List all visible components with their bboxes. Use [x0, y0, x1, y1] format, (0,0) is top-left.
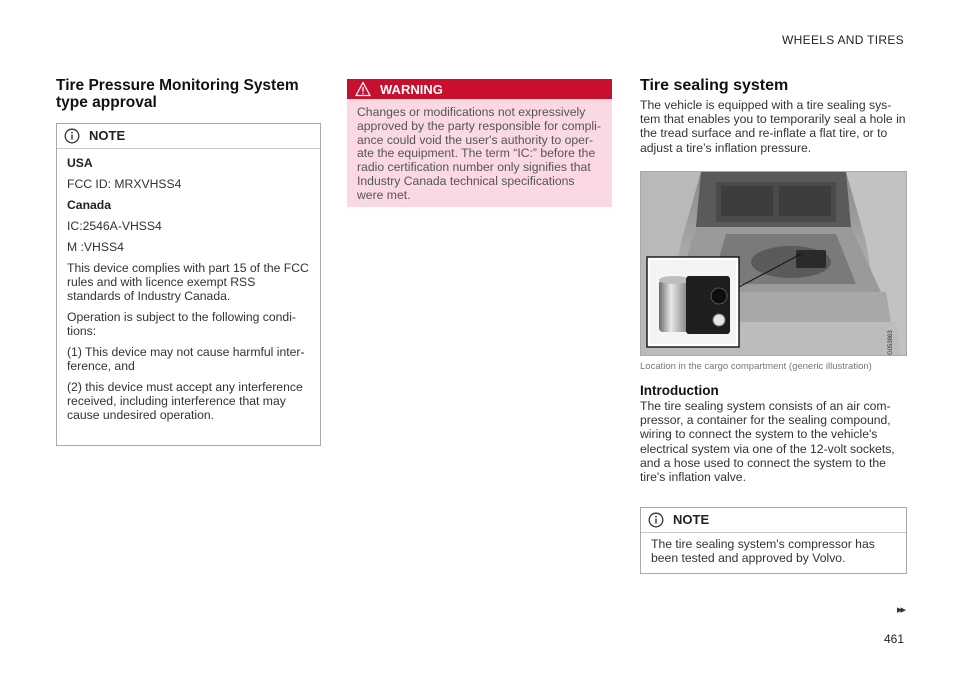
- note-body: [57, 149, 320, 422]
- note-label: NOTE: [89, 128, 126, 143]
- figure-code: G053863: [888, 330, 894, 355]
- page-number: 461: [883, 632, 904, 646]
- info-icon: [648, 512, 664, 528]
- condition-2: (2) this device must accept any interference received, including interference that may cause undesired operation.: [67, 380, 303, 422]
- tire-sealing-intro: The vehicle is equipped with a tire sealing sys-tem that enables you to temporarily seal a hole in the tread surface and re-inflate a flat tire, or to adjust a tire’s inflation pressure.: [640, 98, 906, 155]
- figure-caption: Location in the cargo compartment (generic illustration): [640, 361, 872, 372]
- warning-triangle-icon: [355, 81, 371, 97]
- note-compressor-text: The tire sealing system's compressor has been tested and approved by Volvo.: [651, 537, 875, 566]
- note-header: [57, 124, 320, 149]
- canada-label: Canada: [67, 198, 112, 212]
- canada-m: M :VHSS4: [67, 240, 124, 254]
- note-label: NOTE: [673, 512, 710, 527]
- warning-box: [347, 79, 612, 207]
- cargo-compartment-illustration: [640, 171, 907, 356]
- tpms-title: Tire Pressure Monitoring System type approval: [56, 77, 299, 111]
- tire-sealing-title: Tire sealing system: [640, 77, 789, 94]
- info-icon: [64, 128, 80, 144]
- operation-text: Operation is subject to the following condi-tions:: [67, 310, 296, 338]
- cargo-illustration-image: [641, 172, 906, 355]
- warning-text: Changes or modifications not expressively approved by the party responsible for compli-ance could void the user's authority to oper-ate the equipment. The term “IC:” before the radio certification number only signifies that Industry Canada technical specifications were met.: [357, 105, 601, 202]
- continue-arrow-icon: ▸▸: [896, 604, 904, 616]
- condition-1: (1) This device may not cause harmful inter-ference, and: [67, 345, 305, 373]
- section-header: WHEELS AND TIRES: [782, 33, 904, 47]
- introduction-title: Introduction: [640, 383, 719, 398]
- canada-ic: IC:2546A-VHSS4: [67, 219, 162, 233]
- warning-header: [347, 79, 612, 99]
- usa-label: USA: [67, 156, 93, 170]
- warning-label: WARNING: [380, 82, 443, 97]
- note-box-compressor: [640, 507, 907, 574]
- note-box-tpms: [56, 123, 321, 446]
- compliance-text: This device complies with part 15 of the FCC rules and with licence exempt RSS standards of Industry Canada.: [67, 261, 309, 303]
- usa-fcc-id: FCC ID: MRXVHSS4: [67, 177, 182, 191]
- introduction-text: The tire sealing system consists of an air com-pressor, a container for the sealing compound, wiring to connect the system to the vehicle's electrical system via one of the 12-volt sockets, and a hose used to connect the system to the tire's inflation valve.: [640, 399, 895, 485]
- note-header: [641, 508, 906, 533]
